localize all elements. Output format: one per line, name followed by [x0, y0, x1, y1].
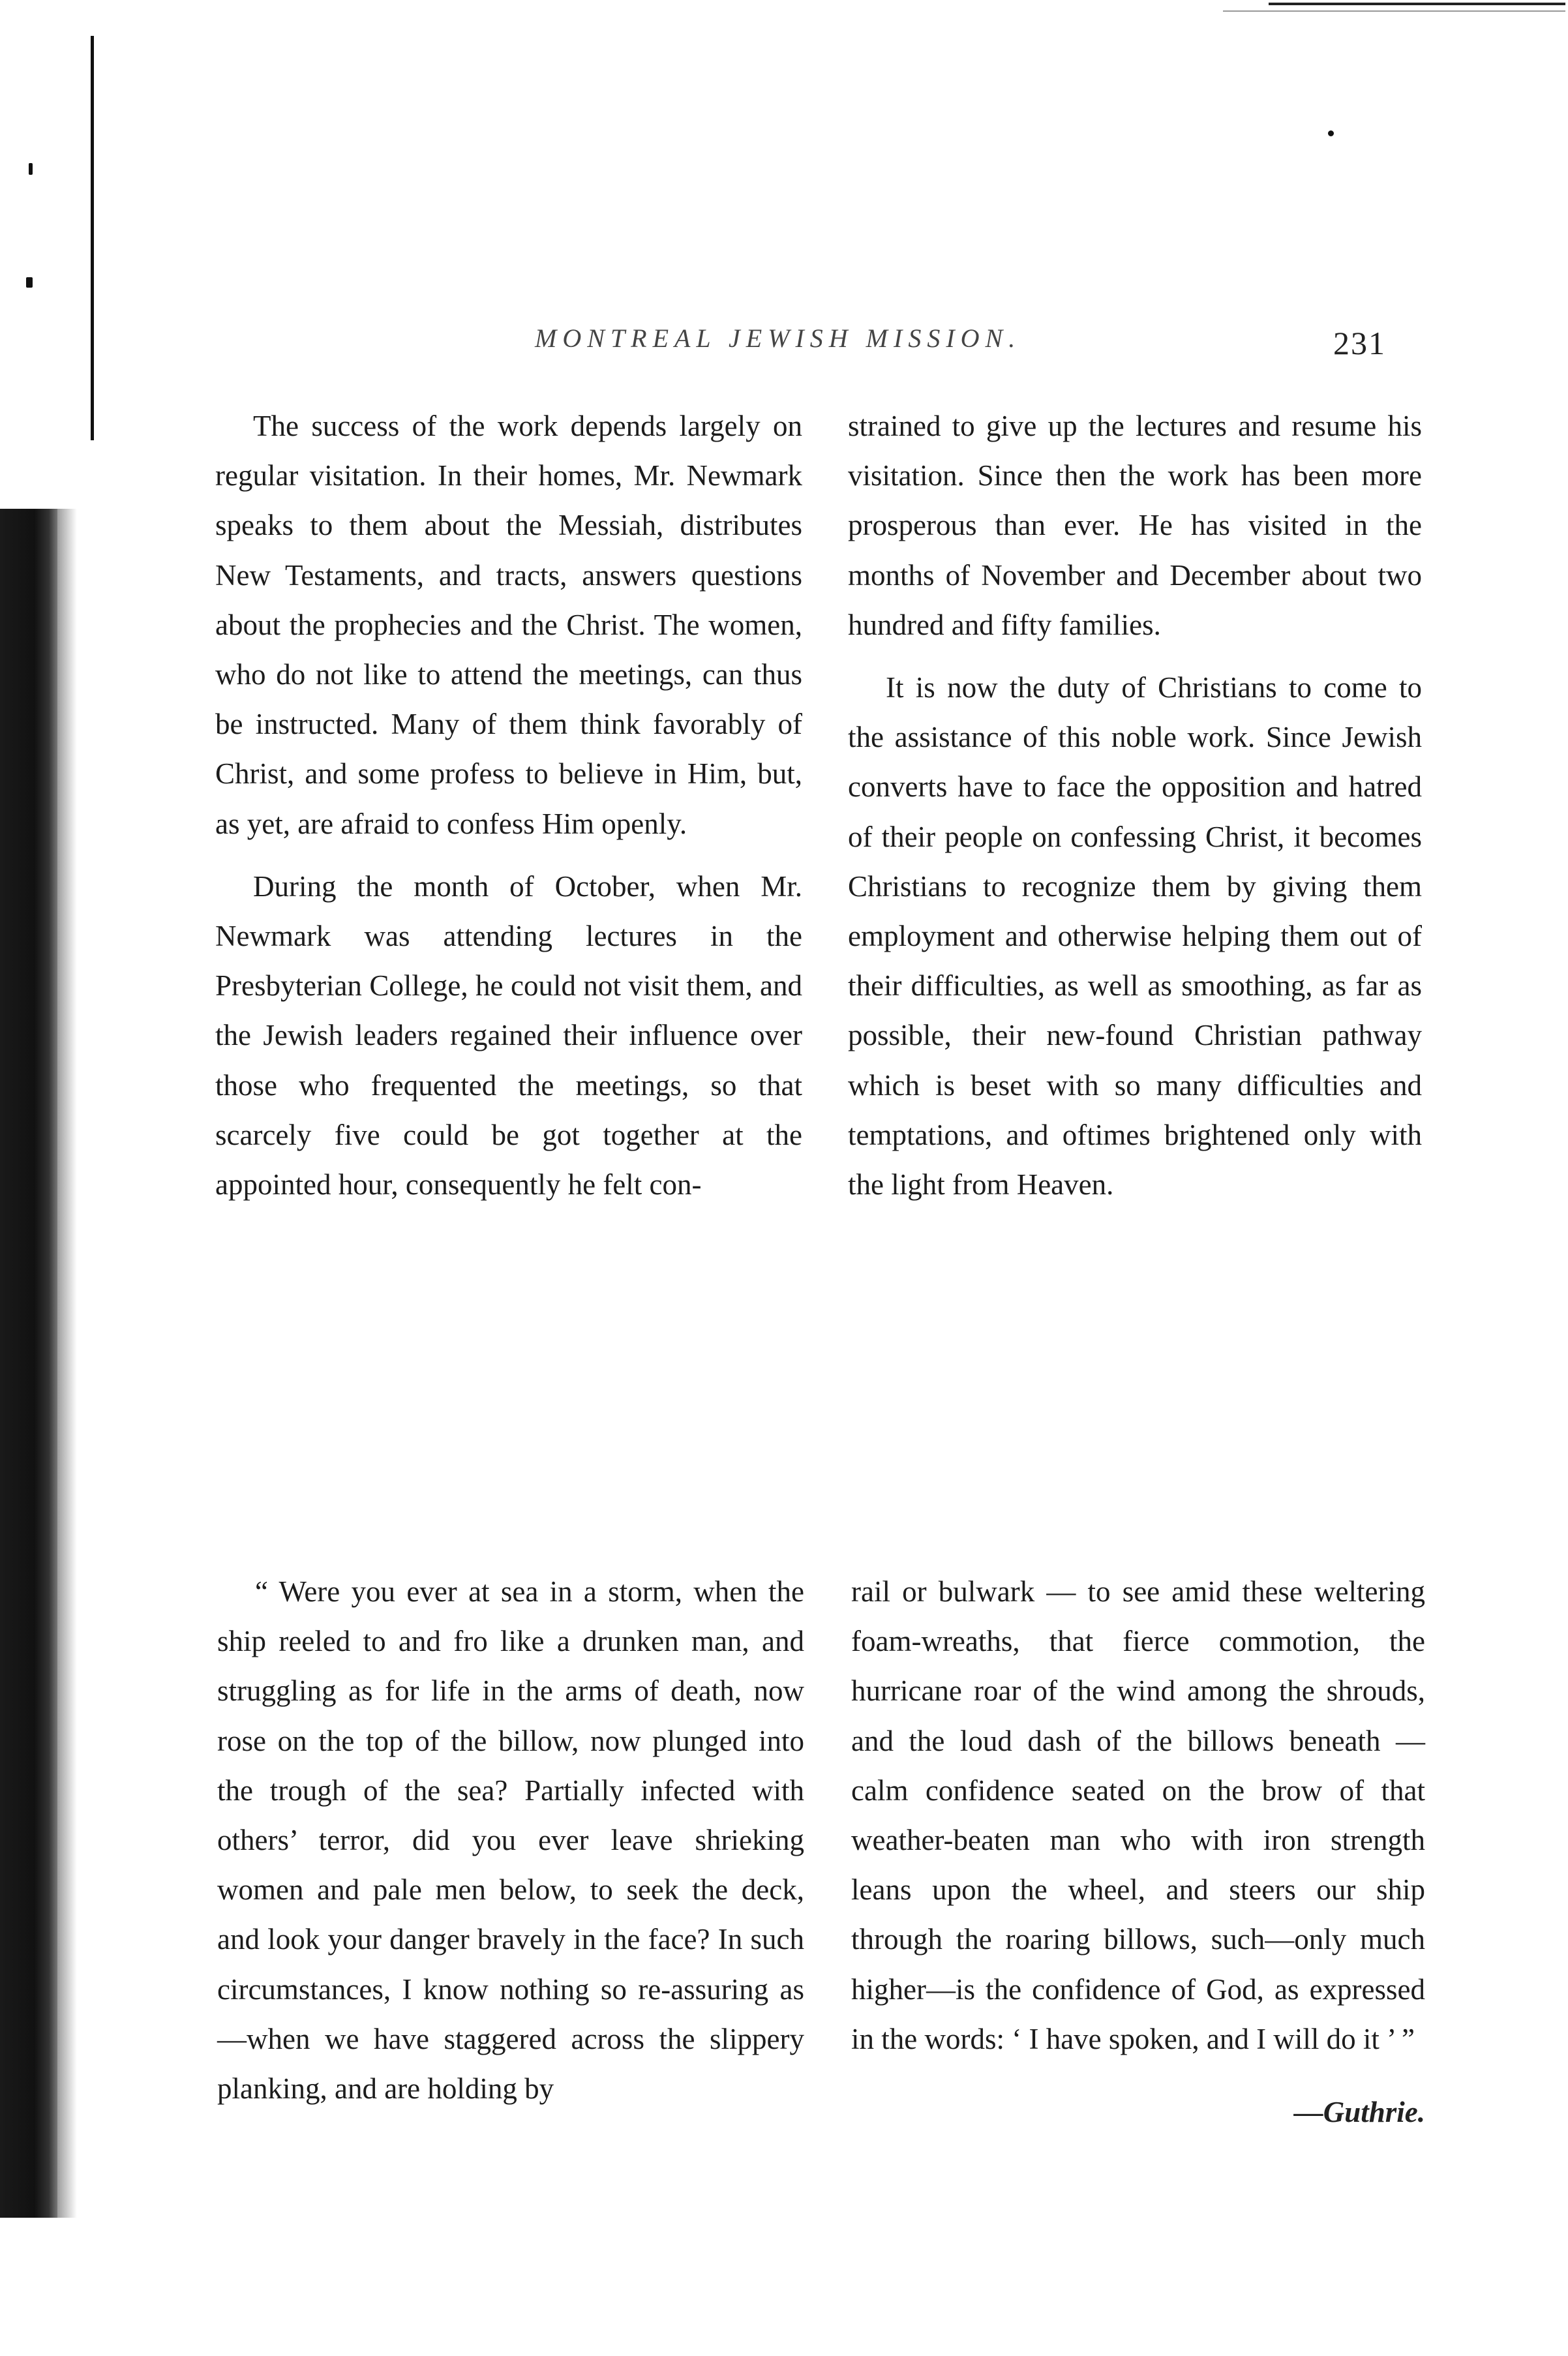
running-title: MONTREAL JEWISH MISSION. — [535, 324, 1021, 353]
article-paragraph-continued: strained to give up the lectures and resume his visitation. Since then the work has been more prosperous than ever. He has visited in the months of November and December about two hundred and fifty families. — [848, 410, 1422, 641]
quotation-text-continued: rail or bulwark — to see amid these weltering foam-wreaths, that fierce commotion, the hurricane roar of the wind among the shrouds, and the loud dash of the billows beneath — calm confidence seated on the brow of that weather-beaten man who with iron strength leans upon the wheel, and steers our ship through the roaring billows, such—only much higher—is the confidence of God, as expressed in the words: ‘ I have spoken, and I will do it ’ ” — [851, 1575, 1425, 2055]
scan-binding-line — [91, 36, 94, 440]
quotation-text: “ Were you ever at sea in a storm, when the ship reeled to and fro like a drunken man, and struggling as for life in the arms of death, now rose on the top of the billow, now plunged into the trough of the sea? Partially infected with others’ terror, did you ever leave shrieking women and pale men below, to seek the deck, and look your danger bravely in the face? In such circumstances, I know nothing so re-assuring as—when we have staggered across the slippery planking, and are holding by — [217, 1575, 804, 2106]
quotation-attribution: —Guthrie. — [1293, 2096, 1425, 2128]
scan-gutter-shadow-fade — [57, 509, 77, 2218]
quotation-column-left — [217, 1567, 804, 2113]
scan-gutter-shadow — [0, 509, 57, 2218]
quotation-column-right — [851, 1567, 1425, 2064]
article-column-left — [215, 401, 802, 1209]
article-paragraph: It is now the duty of Christians to come to the assistance of this noble work. Since Jewish converts have to face the opposition and hatred of their people on confessing Christ, it becomes Christians to recognize them by giving them employment and otherwise helping them out of their difficulties, as well as smoothing, as far as possible, their new-found Christian pathway which is beset with so many difficulties and temptations, and oftimes brightened only with the light from Heaven. — [848, 671, 1422, 1201]
article-column-right — [848, 401, 1422, 1209]
scan-speck — [1328, 130, 1334, 136]
scan-speck — [29, 163, 33, 175]
article-paragraph: During the month of October, when Mr. Newmark was attending lectures in the Presbyterian College, he could not visit them, and the Jewish leaders regained their influence over those who frequented the meetings, so that scarcely five could be got together at the appointed hour, consequently he felt con- — [215, 869, 802, 1201]
article-paragraph: The success of the work depends largely on regular visitation. In their homes, Mr. Newmark speaks to them about the Messiah, distributes New Testaments, and tracts, answers questions about the prophecies and the Christ. The women, who do not like to attend the meetings, can thus be instructed. Many of them think favorably of Christ, and some profess to believe in Him, but, as yet, are afraid to confess Him openly. — [215, 410, 802, 840]
page-number: 231 — [1333, 325, 1386, 361]
scan-edge-rule — [1269, 3, 1565, 5]
scan-edge-rule-faint — [1223, 10, 1565, 12]
scan-speck — [26, 277, 33, 288]
